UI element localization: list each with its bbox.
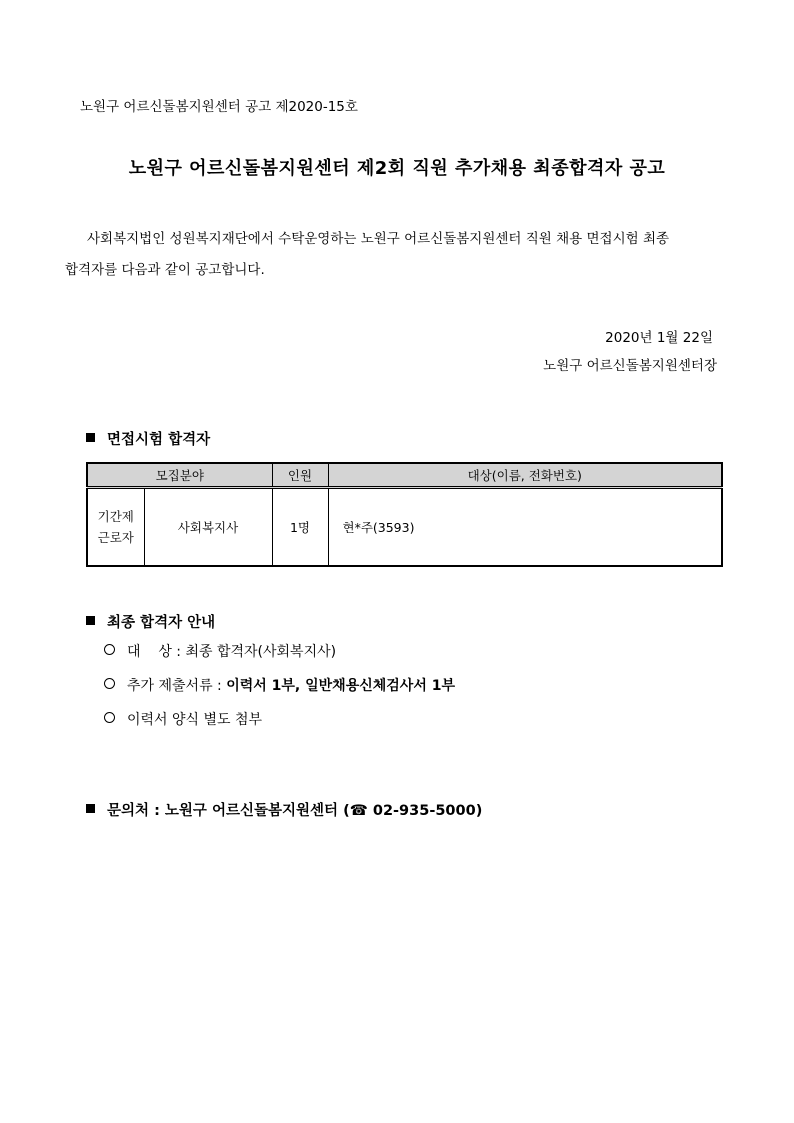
notice-date: 2020년 1월 22일 [605,330,713,346]
phone-icon: ☎ [349,803,368,819]
item-value: 이력서 양식 별도 첨부 [127,712,263,728]
table-row [87,488,722,567]
item-label: 대 상 : [127,644,186,660]
section-contact-heading [86,799,482,820]
square-bullet-icon [86,804,95,813]
result-table [86,462,723,567]
cell-category [87,488,144,567]
item-label: 추가 제출서류 : [127,678,227,694]
cell-target: 현*주(3593) [328,488,722,567]
header-category: 모집분야 [87,463,272,488]
table-header-row [87,463,722,488]
circle-bullet-icon [104,712,115,723]
intro-line-2: 합격자를 다음과 같이 공고합니다. [65,262,265,278]
intro-line-1: 사회복지법인 성원복지재단에서 수탁운영하는 노원구 어르신돌봄지원센터 직원 채용 면접시험 최종 [87,231,670,247]
item-value: 이력서 1부, 일반채용신체검사서 1부 [226,678,455,694]
section-interview-heading [86,428,210,449]
section-interview-title: 면접시험 합격자 [107,432,211,448]
header-target: 대상(이름, 전화번호) [328,463,722,488]
page-title: 노원구 어르신돌봄지원센터 제2회 직원 추가채용 최종합격자 공고 [128,158,666,179]
circle-bullet-icon [104,678,115,689]
section-guide-title: 최종 합격자 안내 [107,615,216,631]
contact-phone: 02-935-5000) [372,803,483,819]
header-count: 인원 [272,463,328,488]
category-line-1: 기간제 [97,509,134,524]
guide-list [104,640,455,742]
cell-field: 사회복지사 [144,488,272,567]
section-guide-heading [86,611,215,632]
square-bullet-icon [86,433,95,442]
circle-bullet-icon [104,644,115,655]
square-bullet-icon [86,616,95,625]
cell-count: 1명 [272,488,328,567]
category-line-2: 근로자 [97,530,134,545]
notice-number: 노원구 어르신돌봄지원센터 공고 제2020-15호 [80,99,358,115]
list-item [104,640,455,674]
contact-label: 문의처 : 노원구 어르신돌봄지원센터 ( [107,803,350,819]
list-item [104,708,455,742]
issuer: 노원구 어르신돌봄지원센터장 [543,358,717,374]
intro-paragraph [65,224,735,286]
list-item [104,674,455,708]
item-value: 최종 합격자(사회복지사) [185,644,337,660]
